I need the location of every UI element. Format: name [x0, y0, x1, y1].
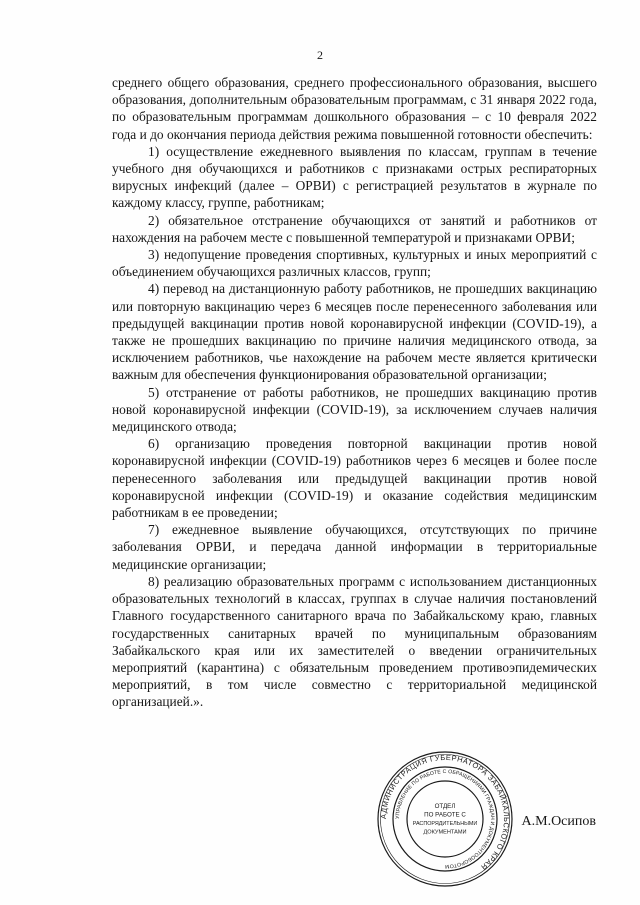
- paragraph-item-6: 6) организацию проведения повторной вакцинации против новой коронавирусной инфекции (COVID-19) работников через 6 месяцев и более после перенесенного заболевания или предыдущей вакцинации против новой коронавирусной инфекции (COVID-19) и оказание содействия медицинским работникам в ее проведении;: [112, 436, 597, 521]
- stamp-outer-text: АДМИНИСТРАЦИЯ ГУБЕРНАТОРА ЗАБАЙКАЛЬСКОГО КРАЯ: [378, 752, 512, 872]
- paragraph-item-1: 1) осуществление ежедневного выявления по классам, группам в течение учебного дня обучающихся и работников с признаками острых респираторных вирусных инфекций (далее – ОРВИ) с регистрацией результатов в журнале по каждому классу, группе, работникам;: [112, 143, 597, 211]
- document-body: [112, 74, 597, 711]
- page-number: 2: [317, 48, 323, 62]
- paragraph-intro: среднего общего образования, среднего профессионального образования, высшего образования, дополнительным образовательным программам, с 31 января 2022 года, по образовательным программам дошкольного образования – с 10 февраля 2022 года и до окончания периода действия режима повышенной готовности обеспечить:: [112, 75, 597, 142]
- stamp-inner-ring: [407, 781, 483, 857]
- stamp-seal-icon: [376, 750, 514, 888]
- stamp-center-line-2: ПО РАБОТЕ С: [424, 811, 466, 819]
- stamp-middle-ring: [393, 767, 497, 871]
- paragraph-item-3: 3) недопущение проведения спортивных, культурных и иных мероприятий с объединением обучающихся различных классов, групп;: [112, 247, 597, 280]
- official-stamp: [376, 750, 514, 888]
- paragraph-item-8: 8) реализацию образовательных программ с использованием дистанционных образовательных технологий в классах, группах в случае наличия постановлений Главного государственного санитарного врача по Забайкальскому краю, главных государственных санитарных врачей по муниципальным образованиям Забайкальского края или их заместителей о введении ограничительных мероприятий (карантина) с обязательным проведением противоэпидемических мероприятий, в том числе совместно с территориальной медицинской организацией.».: [112, 573, 597, 710]
- stamp-center-line-1: ОТДЕЛ: [434, 803, 456, 810]
- stamp-center-line-3: РАСПОРЯДИТЕЛЬНЫМИ: [412, 821, 478, 827]
- signature-name: А.М.Осипов: [521, 814, 596, 829]
- paragraph-item-7: 7) ежедневное выявление обучающихся, отсутствующих по причине заболевания ОРВИ, и передача данной информации в территориальные медицинские организации;: [112, 522, 597, 572]
- stamp-center-line-4: ДОКУМЕНТАМИ: [423, 829, 467, 836]
- paragraph-item-5: 5) отстранение от работы работников, не прошедших вакцинацию против новой коронавирусной инфекции (COVID-19), за исключением случаев наличия медицинского отвода;: [112, 384, 597, 435]
- paragraph-item-2: 2) обязательное отстранение обучающихся от занятий и работников от нахождения на рабочем месте с повышенной температурой и признаками ОРВИ;: [112, 212, 597, 245]
- stamp-inner-text: УПРАВЛЕНИЕ ПО РАБОТЕ С ОБРАЩЕНИЯМИ ГРАЖДАН И ДОКУМЕНТООБОРОТОМ: [394, 768, 496, 870]
- paragraph-item-4: 4) перевод на дистанционную работу работников, не прошедших вакцинацию или повторную вакцинацию через 6 месяцев после перенесенного заболевания или предыдущей вакцинации против новой коронавирусной инфекции (COVID-19), а также не прошедших вакцинацию по причине наличия медицинского отвода, за исключением работников, чье нахождение на рабочем месте является критически важным для обеспечения функционирования образовательной организации;: [112, 281, 597, 383]
